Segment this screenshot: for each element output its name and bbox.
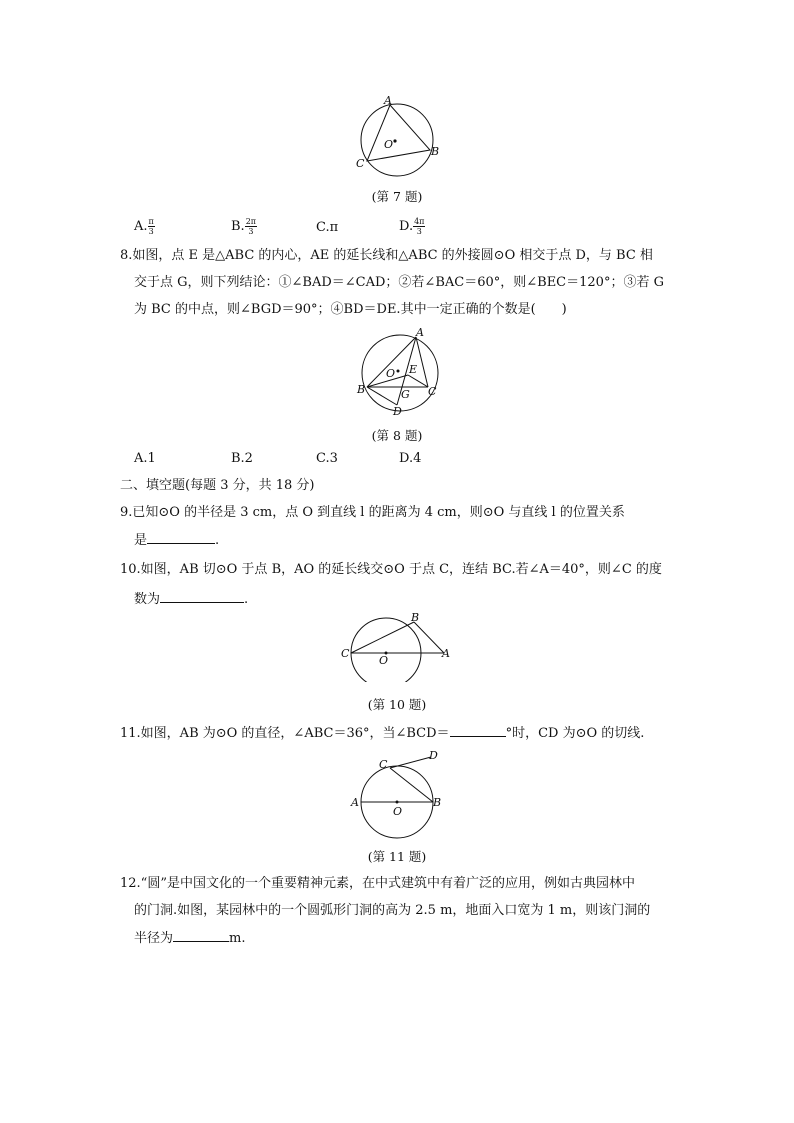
q10-line-2: 数为 . bbox=[134, 592, 249, 607]
fig8-segment-ce bbox=[408, 375, 428, 387]
fig11-label-D: D bbox=[429, 749, 438, 762]
fig8-side-ac bbox=[416, 337, 428, 387]
q7-option-c-letter: C.π bbox=[316, 220, 339, 235]
fig7-circle bbox=[361, 104, 433, 176]
fig11-label-B: B bbox=[433, 796, 442, 809]
q7-option-a bbox=[134, 217, 155, 236]
section-2-title: 二、填空题(每题 3 分，共 18 分) bbox=[120, 478, 315, 493]
figure-8 bbox=[350, 323, 450, 423]
fig7-label-O: O bbox=[384, 138, 394, 151]
fig8-center-dot bbox=[397, 370, 400, 373]
q9-line-1: 9.已知⊙O 的半径是 3 cm，点 O 到直线 l 的距离为 4 cm，则⊙O 与直线 l 的位置关系 bbox=[120, 505, 625, 520]
fig10-label-A: A bbox=[442, 647, 450, 660]
fig7-center-dot bbox=[393, 139, 396, 142]
figure-7 bbox=[350, 95, 450, 185]
fig10-tangent-ba bbox=[414, 622, 444, 653]
fig7-label-A: A bbox=[384, 95, 392, 107]
fig11-line-cd bbox=[390, 757, 431, 768]
fig11-caption: (第 11 题) bbox=[367, 849, 427, 864]
fig8-label-E: E bbox=[409, 363, 418, 376]
q12-line-3-suffix: m. bbox=[229, 931, 246, 946]
q9-line-2: 是 . bbox=[134, 533, 220, 548]
fig10-circle bbox=[351, 618, 421, 682]
fig10-caption: (第 10 题) bbox=[367, 697, 427, 712]
q12-line-3 bbox=[134, 929, 245, 948]
q7-option-a-letter: A. bbox=[134, 219, 148, 234]
q8-line-3: 为 BC 的中点，则∠BGD＝90°；④BD＝DE.其中一定正确的个数是( ) bbox=[134, 302, 567, 317]
fig11-label-O: O bbox=[393, 805, 403, 818]
q10-line-2-prefix: 数为 bbox=[134, 592, 161, 607]
fig8-label-D: D bbox=[393, 405, 402, 418]
q8-option-a: A.1 bbox=[134, 451, 156, 466]
q7-option-a-fraction: $\frac{\pi}{3}$ bbox=[148, 217, 154, 236]
fig10-segment-cb bbox=[351, 622, 414, 653]
fig7-caption: (第 7 题) bbox=[371, 189, 423, 204]
q7-option-d bbox=[399, 217, 425, 236]
fig10-label-O: O bbox=[379, 654, 389, 667]
fig8-segment-bd bbox=[367, 387, 397, 405]
fig11-label-A: A bbox=[351, 796, 359, 809]
fig7-label-B: B bbox=[431, 145, 440, 158]
fig8-label-B: B bbox=[357, 383, 366, 396]
q7-option-b-fraction: $\frac{2\pi}{3}$ bbox=[245, 217, 257, 236]
q7-option-d-fraction: $\frac{4\pi}{3}$ bbox=[414, 217, 425, 236]
q10-answer-blank[interactable] bbox=[160, 590, 244, 603]
q7-option-b bbox=[231, 217, 257, 236]
q7-option-b-letter: B. bbox=[231, 219, 245, 234]
fig8-label-C: C bbox=[428, 385, 437, 398]
fig7-label-C: C bbox=[356, 157, 365, 170]
q8-option-b: B.2 bbox=[231, 451, 253, 466]
fig10-label-B: B bbox=[411, 612, 420, 624]
fig8-circle bbox=[362, 335, 438, 411]
q11-prefix: 11.如图，AB 为⊙O 的直径，∠ABC＝36°，当∠BCD＝ bbox=[120, 726, 450, 741]
q8-option-d: D.4 bbox=[399, 451, 422, 466]
q12-line-2: 的门洞.如图，某园林中的一个圆弧形门洞的高为 2.5 m，地面入口宽为 1 m，则该门洞的 bbox=[134, 903, 651, 918]
figure-11 bbox=[348, 748, 448, 846]
q8-option-c: C.3 bbox=[316, 451, 338, 466]
q9-answer-blank[interactable] bbox=[147, 531, 215, 544]
fig11-center-dot bbox=[396, 801, 399, 804]
q10-line-1: 10.如图，AB 切⊙O 于点 B，AO 的延长线交⊙O 于点 C，连结 BC.若∠A＝40°，则∠C 的度 bbox=[120, 562, 662, 577]
q11-line bbox=[120, 724, 644, 743]
q12-answer-blank[interactable] bbox=[173, 929, 229, 942]
fig11-label-C: C bbox=[379, 758, 388, 771]
q9-line-2-prefix: 是 bbox=[134, 533, 148, 548]
q8-line-1: 8.如图，点 E 是△ABC 的内心，AE 的延长线和△ABC 的外接圆⊙O 相交于点 D，与 BC 相 bbox=[120, 248, 653, 263]
q11-answer-blank[interactable] bbox=[450, 724, 506, 737]
fig8-caption: (第 8 题) bbox=[371, 428, 423, 443]
fig10-label-C: C bbox=[341, 647, 350, 660]
fig8-label-O: O bbox=[386, 367, 396, 380]
q7-option-c bbox=[316, 220, 338, 235]
fig11-chord-bc bbox=[390, 768, 433, 802]
q8-line-2: 交于点 G，则下列结论：①∠BAD＝∠CAD；②若∠BAC＝60°，则∠BEC＝120°；③若 G bbox=[134, 275, 664, 290]
q12-line-1: 12.“圆”是中国文化的一个重要精神元素，在中式建筑中有着广泛的应用，例如古典园林中 bbox=[120, 876, 635, 891]
q7-option-d-letter: D. bbox=[399, 219, 414, 234]
q11-suffix: °时，CD 为⊙O 的切线. bbox=[505, 726, 645, 741]
figure-10 bbox=[338, 612, 458, 682]
q12-line-3-prefix: 半径为 bbox=[134, 931, 174, 946]
fig8-label-G: G bbox=[401, 388, 410, 401]
fig8-label-A: A bbox=[416, 326, 424, 339]
